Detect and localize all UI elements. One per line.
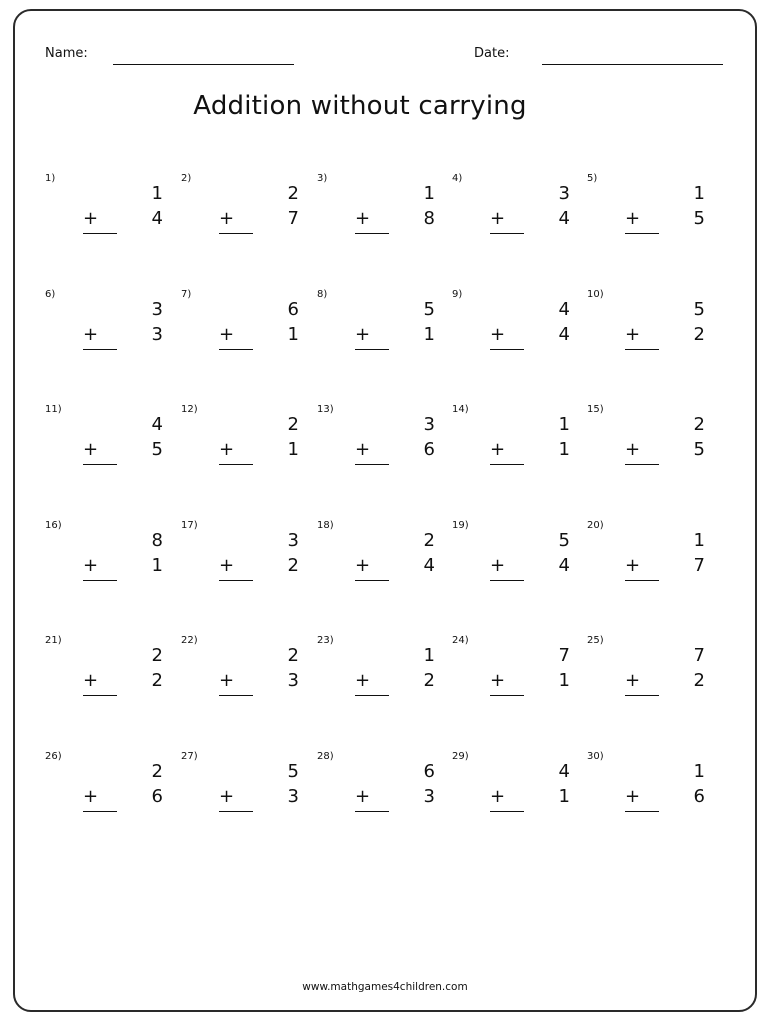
problem-4: [452, 173, 572, 253]
plus-sign: +: [83, 786, 99, 807]
operator-row: [355, 439, 435, 461]
plus-sign: +: [219, 439, 235, 460]
top-addend: 5: [558, 530, 570, 551]
plus-sign: +: [490, 786, 506, 807]
sum-line: [83, 349, 117, 350]
sum-line: [355, 464, 389, 465]
top-addend: 3: [287, 530, 299, 551]
bottom-addend: 5: [151, 439, 163, 460]
plus-sign: +: [219, 555, 235, 576]
problem-12: [181, 404, 301, 484]
problem-24: [452, 635, 572, 715]
top-addend: 6: [423, 761, 435, 782]
problem-number: 25): [587, 635, 604, 646]
problem-14: [452, 404, 572, 484]
problem-number: 3): [317, 173, 328, 184]
bottom-addend: 4: [558, 324, 570, 345]
operator-row: [355, 786, 435, 808]
problem-number: 1): [45, 173, 56, 184]
bottom-addend: 7: [287, 208, 299, 229]
plus-sign: +: [83, 324, 99, 345]
bottom-addend: 3: [151, 324, 163, 345]
name-line: [113, 64, 294, 65]
bottom-addend: 2: [693, 324, 705, 345]
problem-10: [587, 289, 707, 369]
problem-number: 7): [181, 289, 192, 300]
problem-11: [45, 404, 165, 484]
sum-line: [83, 233, 117, 234]
name-label: Name:: [45, 46, 88, 61]
top-addend: 2: [287, 414, 299, 435]
problem-6: [45, 289, 165, 369]
top-addend: 1: [151, 183, 163, 204]
plus-sign: +: [219, 786, 235, 807]
bottom-addend: 8: [423, 208, 435, 229]
top-addend: 5: [693, 299, 705, 320]
operator-row: [219, 786, 299, 808]
problem-9: [452, 289, 572, 369]
top-addend: 1: [693, 761, 705, 782]
top-addend: 2: [287, 645, 299, 666]
bottom-addend: 4: [558, 208, 570, 229]
problem-21: [45, 635, 165, 715]
operator-row: [625, 555, 705, 577]
problem-number: 10): [587, 289, 604, 300]
sum-line: [219, 580, 253, 581]
bottom-addend: 2: [423, 670, 435, 691]
operator-row: [83, 324, 163, 346]
operator-row: [83, 208, 163, 230]
problem-number: 26): [45, 751, 62, 762]
problem-27: [181, 751, 301, 831]
top-addend: 6: [287, 299, 299, 320]
operator-row: [83, 670, 163, 692]
problem-number: 23): [317, 635, 334, 646]
plus-sign: +: [355, 670, 371, 691]
plus-sign: +: [355, 555, 371, 576]
problem-17: [181, 520, 301, 600]
problem-2: [181, 173, 301, 253]
top-addend: 2: [423, 530, 435, 551]
bottom-addend: 1: [558, 439, 570, 460]
sum-line: [490, 811, 524, 812]
problem-number: 5): [587, 173, 598, 184]
plus-sign: +: [490, 324, 506, 345]
problem-26: [45, 751, 165, 831]
problem-number: 21): [45, 635, 62, 646]
bottom-addend: 1: [423, 324, 435, 345]
top-addend: 1: [423, 183, 435, 204]
sum-line: [83, 464, 117, 465]
problem-number: 15): [587, 404, 604, 415]
plus-sign: +: [83, 555, 99, 576]
top-addend: 2: [693, 414, 705, 435]
operator-row: [83, 439, 163, 461]
problem-number: 16): [45, 520, 62, 531]
top-addend: 2: [151, 761, 163, 782]
sum-line: [625, 464, 659, 465]
problem-20: [587, 520, 707, 600]
plus-sign: +: [625, 208, 641, 229]
bottom-addend: 3: [287, 670, 299, 691]
sum-line: [625, 695, 659, 696]
problem-23: [317, 635, 437, 715]
problem-number: 22): [181, 635, 198, 646]
top-addend: 7: [558, 645, 570, 666]
sum-line: [355, 580, 389, 581]
plus-sign: +: [625, 324, 641, 345]
sum-line: [490, 233, 524, 234]
problem-16: [45, 520, 165, 600]
top-addend: 7: [693, 645, 705, 666]
plus-sign: +: [83, 439, 99, 460]
plus-sign: +: [355, 786, 371, 807]
bottom-addend: 6: [693, 786, 705, 807]
sum-line: [625, 349, 659, 350]
sum-line: [625, 233, 659, 234]
operator-row: [490, 670, 570, 692]
problem-number: 11): [45, 404, 62, 415]
problem-1: [45, 173, 165, 253]
plus-sign: +: [83, 670, 99, 691]
operator-row: [355, 555, 435, 577]
operator-row: [355, 670, 435, 692]
operator-row: [219, 208, 299, 230]
problem-29: [452, 751, 572, 831]
bottom-addend: 1: [287, 324, 299, 345]
plus-sign: +: [219, 324, 235, 345]
problem-number: 19): [452, 520, 469, 531]
sum-line: [355, 811, 389, 812]
date-label: Date:: [474, 46, 510, 61]
top-addend: 4: [558, 299, 570, 320]
bottom-addend: 6: [423, 439, 435, 460]
operator-row: [625, 439, 705, 461]
plus-sign: +: [625, 670, 641, 691]
bottom-addend: 4: [151, 208, 163, 229]
sum-line: [83, 580, 117, 581]
bottom-addend: 3: [423, 786, 435, 807]
plus-sign: +: [219, 670, 235, 691]
plus-sign: +: [355, 208, 371, 229]
bottom-addend: 3: [287, 786, 299, 807]
plus-sign: +: [490, 439, 506, 460]
footer-url: www.mathgames4children.com: [302, 981, 468, 993]
operator-row: [83, 555, 163, 577]
operator-row: [219, 555, 299, 577]
problem-28: [317, 751, 437, 831]
sum-line: [83, 811, 117, 812]
sum-line: [490, 349, 524, 350]
sum-line: [355, 233, 389, 234]
top-addend: 1: [423, 645, 435, 666]
problem-number: 27): [181, 751, 198, 762]
bottom-addend: 4: [423, 555, 435, 576]
top-addend: 2: [287, 183, 299, 204]
bottom-addend: 5: [693, 208, 705, 229]
plus-sign: +: [355, 324, 371, 345]
sum-line: [490, 464, 524, 465]
problem-19: [452, 520, 572, 600]
sum-line: [355, 695, 389, 696]
problem-number: 24): [452, 635, 469, 646]
top-addend: 1: [558, 414, 570, 435]
sum-line: [219, 695, 253, 696]
problem-18: [317, 520, 437, 600]
operator-row: [625, 324, 705, 346]
bottom-addend: 6: [151, 786, 163, 807]
sum-line: [219, 233, 253, 234]
bottom-addend: 2: [151, 670, 163, 691]
plus-sign: +: [490, 670, 506, 691]
top-addend: 3: [423, 414, 435, 435]
top-addend: 4: [151, 414, 163, 435]
problem-number: 8): [317, 289, 328, 300]
problem-number: 17): [181, 520, 198, 531]
problem-25: [587, 635, 707, 715]
bottom-addend: 1: [558, 786, 570, 807]
top-addend: 5: [287, 761, 299, 782]
problem-8: [317, 289, 437, 369]
sum-line: [219, 349, 253, 350]
problem-number: 2): [181, 173, 192, 184]
sum-line: [625, 811, 659, 812]
operator-row: [490, 555, 570, 577]
problem-number: 9): [452, 289, 463, 300]
sum-line: [625, 580, 659, 581]
problem-22: [181, 635, 301, 715]
operator-row: [625, 208, 705, 230]
plus-sign: +: [355, 439, 371, 460]
problem-number: 30): [587, 751, 604, 762]
problem-number: 18): [317, 520, 334, 531]
problem-number: 29): [452, 751, 469, 762]
operator-row: [355, 208, 435, 230]
plus-sign: +: [625, 786, 641, 807]
problem-number: 28): [317, 751, 334, 762]
top-addend: 1: [693, 530, 705, 551]
bottom-addend: 7: [693, 555, 705, 576]
operator-row: [625, 786, 705, 808]
problem-number: 4): [452, 173, 463, 184]
top-addend: 3: [558, 183, 570, 204]
top-addend: 4: [558, 761, 570, 782]
bottom-addend: 4: [558, 555, 570, 576]
plus-sign: +: [625, 555, 641, 576]
operator-row: [219, 324, 299, 346]
operator-row: [83, 786, 163, 808]
plus-sign: +: [490, 555, 506, 576]
problem-number: 6): [45, 289, 56, 300]
bottom-addend: 5: [693, 439, 705, 460]
bottom-addend: 1: [287, 439, 299, 460]
operator-row: [490, 786, 570, 808]
sum-line: [490, 695, 524, 696]
worksheet-border: [13, 9, 757, 1012]
operator-row: [490, 208, 570, 230]
operator-row: [490, 324, 570, 346]
problem-number: 14): [452, 404, 469, 415]
bottom-addend: 2: [287, 555, 299, 576]
problem-7: [181, 289, 301, 369]
operator-row: [625, 670, 705, 692]
problem-number: 20): [587, 520, 604, 531]
worksheet-title: Addition without carrying: [193, 91, 527, 121]
operator-row: [219, 670, 299, 692]
plus-sign: +: [625, 439, 641, 460]
date-line: [542, 64, 723, 65]
problem-13: [317, 404, 437, 484]
sum-line: [490, 580, 524, 581]
operator-row: [490, 439, 570, 461]
sum-line: [83, 695, 117, 696]
top-addend: 1: [693, 183, 705, 204]
sum-line: [219, 811, 253, 812]
bottom-addend: 2: [693, 670, 705, 691]
sum-line: [355, 349, 389, 350]
operator-row: [355, 324, 435, 346]
bottom-addend: 1: [151, 555, 163, 576]
plus-sign: +: [219, 208, 235, 229]
top-addend: 5: [423, 299, 435, 320]
sum-line: [219, 464, 253, 465]
problem-30: [587, 751, 707, 831]
operator-row: [219, 439, 299, 461]
top-addend: 8: [151, 530, 163, 551]
problem-5: [587, 173, 707, 253]
problem-3: [317, 173, 437, 253]
plus-sign: +: [83, 208, 99, 229]
problem-number: 12): [181, 404, 198, 415]
problem-number: 13): [317, 404, 334, 415]
problem-15: [587, 404, 707, 484]
top-addend: 3: [151, 299, 163, 320]
plus-sign: +: [490, 208, 506, 229]
top-addend: 2: [151, 645, 163, 666]
bottom-addend: 1: [558, 670, 570, 691]
